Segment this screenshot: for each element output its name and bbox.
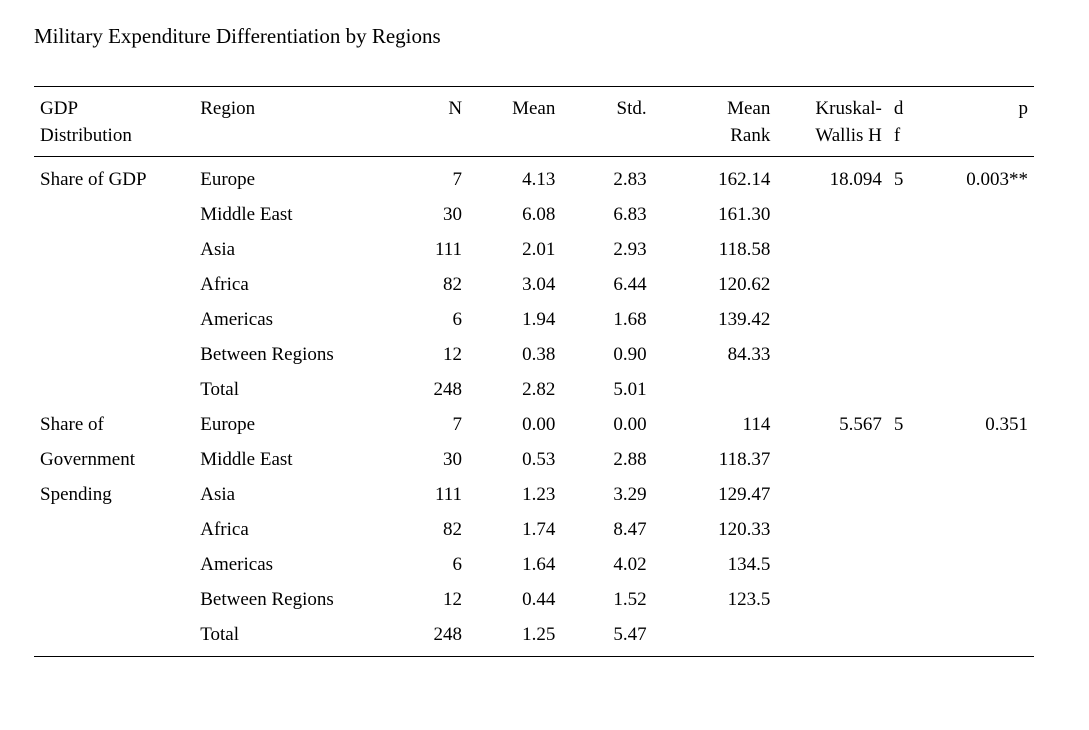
header-kruskal-wallis-line2: Wallis H	[815, 125, 882, 146]
cell-region: Africa	[200, 519, 249, 540]
header-region: Region	[194, 87, 389, 123]
cell-df	[888, 267, 922, 302]
section-label-spacer	[34, 232, 194, 267]
section-label-spacer	[34, 197, 194, 232]
header-gdp-distribution-line1: GDP	[34, 87, 194, 123]
cell-n: 111	[434, 484, 463, 505]
cell-n: 12	[443, 344, 463, 365]
cell-kruskal-wallis-h: 18.094	[776, 157, 888, 198]
cell-std: 1.52	[613, 589, 647, 610]
section-label-spacer	[34, 267, 194, 302]
cell-std: 2.93	[613, 239, 647, 260]
cell-mean: 1.74	[522, 519, 556, 540]
cell-n: 7	[389, 157, 468, 198]
header-gdp-distribution-line2: Distribution	[40, 125, 132, 146]
header-std-spacer	[561, 122, 652, 157]
header-kruskal-wallis-line1: Kruskal-	[776, 87, 888, 123]
cell-p	[922, 232, 1034, 267]
header-region-spacer	[194, 122, 389, 157]
section-label-spacer	[34, 582, 194, 617]
table-row	[34, 302, 1034, 337]
cell-mean-rank: 120.62	[718, 274, 771, 295]
cell-n: 248	[433, 379, 463, 400]
cell-p	[922, 617, 1034, 657]
cell-mean: 0.44	[522, 589, 556, 610]
cell-std: 8.47	[613, 519, 647, 540]
cell-kruskal-wallis-h	[776, 197, 888, 232]
cell-kruskal-wallis-h	[776, 302, 888, 337]
cell-region: Between Regions	[200, 589, 334, 610]
cell-mean: 0.00	[522, 414, 556, 435]
cell-df	[888, 477, 922, 512]
cell-n: 12	[443, 589, 463, 610]
cell-p	[922, 337, 1034, 372]
cell-kruskal-wallis-h	[776, 477, 888, 512]
cell-mean-rank: 118.58	[718, 239, 771, 260]
cell-region: Middle East	[200, 204, 293, 225]
cell-std: 6.83	[613, 204, 647, 225]
cell-region: Africa	[200, 274, 249, 295]
cell-n: 6	[452, 309, 463, 330]
cell-mean-rank	[653, 372, 777, 407]
table-row	[34, 547, 1034, 582]
table-header	[34, 87, 1034, 157]
cell-std: 6.44	[613, 274, 647, 295]
cell-p	[922, 302, 1034, 337]
cell-region: Asia	[200, 484, 236, 505]
cell-n: 82	[443, 519, 463, 540]
cell-p	[922, 582, 1034, 617]
cell-kruskal-wallis-h	[776, 337, 888, 372]
cell-df: 5	[888, 157, 922, 198]
cell-std: 0.90	[613, 344, 647, 365]
header-df-line2: f	[893, 125, 901, 146]
cell-std: 1.68	[613, 309, 647, 330]
section-label-spacer	[34, 372, 194, 407]
cell-mean-rank: 162.14	[653, 157, 777, 198]
table-row	[34, 232, 1034, 267]
cell-kruskal-wallis-h	[776, 582, 888, 617]
cell-n: 7	[452, 414, 463, 435]
section-label-spacer	[34, 512, 194, 547]
cell-df	[888, 302, 922, 337]
cell-mean: 0.38	[522, 344, 556, 365]
cell-p	[922, 547, 1034, 582]
cell-df	[888, 337, 922, 372]
cell-region: Total	[194, 617, 389, 657]
cell-p	[922, 197, 1034, 232]
cell-std: 0.00	[613, 414, 647, 435]
page-title: Military Expenditure Differentiation by Regions	[34, 24, 441, 48]
cell-df	[888, 512, 922, 547]
section-label-spacer	[34, 302, 194, 337]
cell-region: Americas	[200, 554, 274, 575]
cell-p	[922, 372, 1034, 407]
section-label: Spending	[40, 484, 112, 505]
table-row	[34, 372, 1034, 407]
cell-p: 0.351	[985, 414, 1028, 435]
cell-mean: 0.53	[522, 449, 556, 470]
cell-df: 5	[893, 414, 904, 435]
cell-p	[922, 477, 1034, 512]
cell-mean: 1.64	[522, 554, 556, 575]
cell-mean: 1.25	[468, 617, 561, 657]
cell-mean-rank: 118.37	[718, 449, 771, 470]
cell-region: Europe	[194, 157, 389, 198]
statistics-table	[34, 86, 1034, 657]
table-row	[34, 407, 1034, 442]
cell-mean-rank: 114	[742, 414, 771, 435]
cell-kruskal-wallis-h	[776, 372, 888, 407]
cell-kruskal-wallis-h	[776, 617, 888, 657]
cell-region: Asia	[200, 239, 236, 260]
header-p: p	[922, 87, 1034, 123]
cell-df	[888, 232, 922, 267]
table-row	[34, 267, 1034, 302]
cell-p	[922, 442, 1034, 477]
cell-mean: 2.01	[522, 239, 556, 260]
section-label-spacer	[34, 337, 194, 372]
table-row	[34, 197, 1034, 232]
cell-df	[888, 197, 922, 232]
cell-mean: 2.82	[522, 379, 556, 400]
section-label: Share of GDP	[34, 157, 194, 198]
cell-std: 4.02	[613, 554, 647, 575]
cell-n: 82	[443, 274, 463, 295]
cell-kruskal-wallis-h	[776, 267, 888, 302]
cell-region: Americas	[200, 309, 274, 330]
cell-mean-rank: 129.47	[718, 484, 771, 505]
header-p-spacer	[922, 122, 1034, 157]
table-row	[34, 337, 1034, 372]
header-mean-rank-line2: Rank	[730, 125, 771, 146]
cell-kruskal-wallis-h	[776, 232, 888, 267]
cell-kruskal-wallis-h: 5.567	[839, 414, 882, 435]
cell-mean-rank: 139.42	[718, 309, 771, 330]
cell-kruskal-wallis-h	[776, 547, 888, 582]
cell-mean: 1.94	[522, 309, 556, 330]
section-label: Government	[40, 449, 135, 470]
cell-df	[888, 372, 922, 407]
cell-mean-rank: 134.5	[727, 554, 771, 575]
cell-df	[888, 617, 922, 657]
cell-region: Middle East	[200, 449, 293, 470]
cell-df	[888, 547, 922, 582]
cell-mean-rank: 123.5	[727, 589, 771, 610]
cell-n: 111	[434, 239, 463, 260]
cell-mean-rank: 161.30	[718, 204, 771, 225]
cell-region: Between Regions	[200, 344, 334, 365]
table-row	[34, 617, 1034, 657]
cell-std: 5.01	[613, 379, 647, 400]
cell-mean-rank	[653, 617, 777, 657]
cell-kruskal-wallis-h	[776, 512, 888, 547]
header-mean-rank-line1: Mean	[653, 87, 777, 123]
cell-n: 248	[389, 617, 468, 657]
table-header-row-1	[34, 87, 1034, 123]
cell-df	[888, 442, 922, 477]
header-mean-spacer	[468, 122, 561, 157]
cell-n: 30	[443, 204, 463, 225]
cell-mean: 1.23	[522, 484, 556, 505]
cell-region: Total	[200, 379, 240, 400]
cell-kruskal-wallis-h	[776, 442, 888, 477]
cell-std: 5.47	[561, 617, 652, 657]
cell-n: 30	[443, 449, 463, 470]
cell-mean: 4.13	[468, 157, 561, 198]
table-row	[34, 442, 1034, 477]
cell-p	[922, 267, 1034, 302]
cell-region: Europe	[200, 414, 256, 435]
cell-p: 0.003**	[922, 157, 1034, 198]
table-row	[34, 477, 1034, 512]
cell-n: 6	[452, 554, 463, 575]
table-row	[34, 512, 1034, 547]
header-n: N	[389, 87, 468, 123]
cell-std: 3.29	[613, 484, 647, 505]
cell-mean-rank: 84.33	[727, 344, 771, 365]
header-n-spacer	[389, 122, 468, 157]
header-mean: Mean	[468, 87, 561, 123]
cell-mean-rank: 120.33	[718, 519, 771, 540]
header-std: Std.	[561, 87, 652, 123]
section-label-spacer	[34, 547, 194, 582]
cell-p	[922, 512, 1034, 547]
table-row	[34, 157, 1034, 198]
cell-std: 2.88	[613, 449, 647, 470]
statistics-table-container	[34, 86, 1034, 657]
table-body	[34, 157, 1034, 657]
cell-mean: 3.04	[522, 274, 556, 295]
section-label: Share of	[40, 414, 104, 435]
cell-df	[888, 582, 922, 617]
section-label-spacer	[34, 617, 194, 657]
cell-mean: 6.08	[522, 204, 556, 225]
header-df-line1: d	[888, 87, 922, 123]
table-row	[34, 582, 1034, 617]
cell-std: 2.83	[561, 157, 652, 198]
table-header-row-2	[34, 122, 1034, 157]
